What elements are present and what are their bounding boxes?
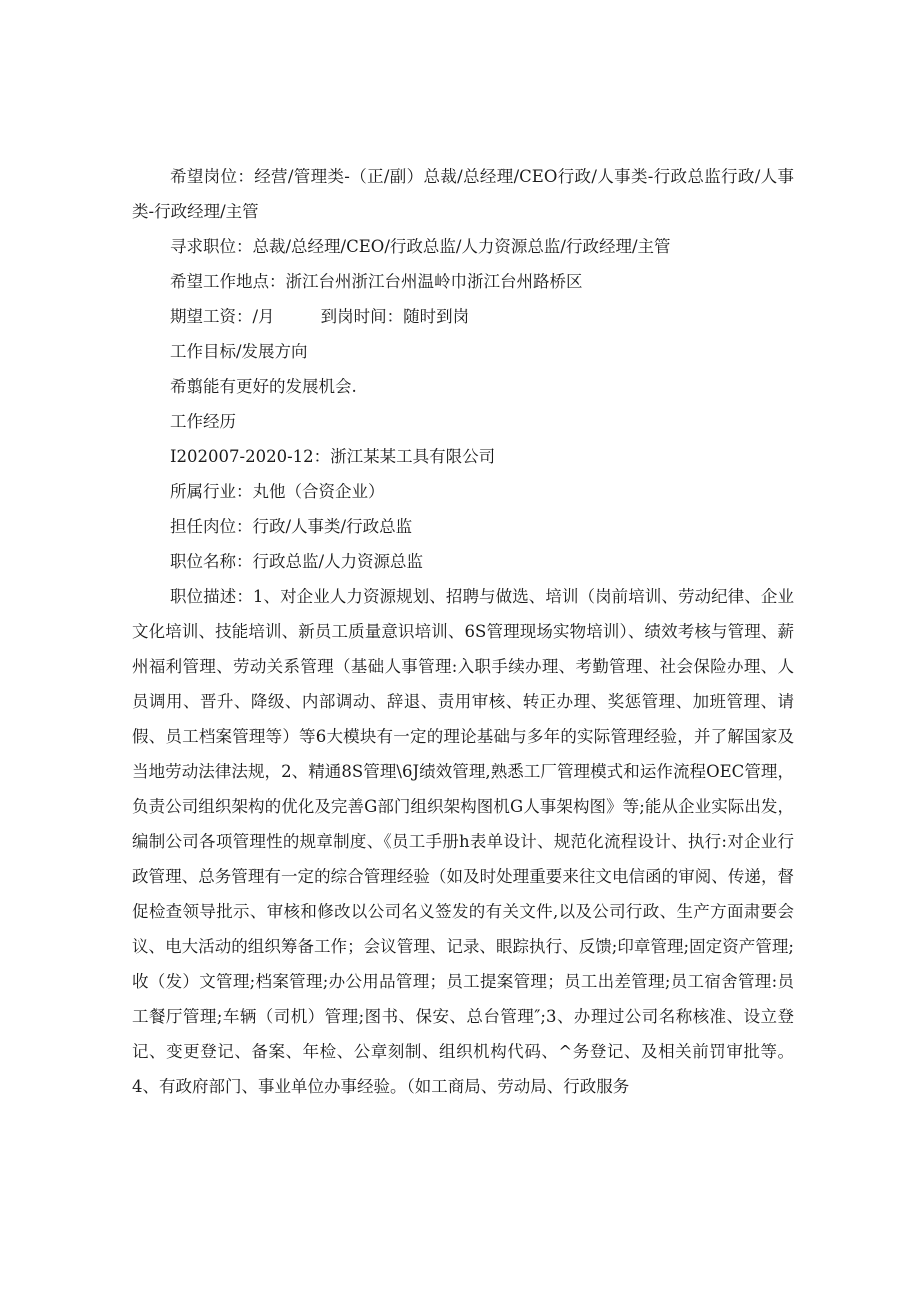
- job-title: 职位名称：行政总监/人力资源总监: [170, 552, 424, 571]
- role: 担任肉位：行政/人事类/行政总监: [170, 517, 413, 536]
- industry: 所属行业：丸他（合资企业）: [170, 482, 385, 501]
- desired-position: 希望岗位：经营/管理类-（正/副）总裁/总经理/CEO行政/人事类-行政总监行政/人事类-行政经理/主管: [132, 167, 794, 221]
- work-location: 希望工作地点：浙江台州浙江台州温岭巾浙江台州路桥区: [170, 272, 583, 291]
- start-time: 到岗时间：随时到岗: [320, 307, 470, 326]
- period-company: I202007-2020-12：浙江某某工具有限公司: [170, 447, 496, 466]
- job-sought: 寻求职位：总裁/总经理/CEO/行政总监/人力资源总监/行政经理/主管: [170, 237, 671, 256]
- resume-page: [132, 159, 794, 1104]
- job-description: 职位描述：1、对企业人力资源规划、招聘与做选、培训（岗前培训、劳动纪律、企业文化培训、技能培训、新员工质量意识培训、6S管理现场实物培训）、绩效考核与管理、薪州福利管理、劳动关系管理（基础人事管理:入职手续办理、考勤管理、社会保险办理、人员调用、晋升、降级、内部调动、辞退、责用审核、转正办理、奖惩管理、加班管理、请假、员工档案管理等）等6大模块有一定的理论基础与多年的实际管理经验，并了解国家及当地劳动法律法规，2、精通8S管理\6J绩效管理,熟悉工厂管理模式和运作流程OEC管理，负责公司组织架构的优化及完善G部门组织架构图机G人事架构图》等;能从企业实际出发，编制公司各项管理性的规章制度、《员工手册h表单设计、规范化流程设计、执行:对企业行政管理、总务管理有一定的综合管理经验（如及时处理重要来往文电信函的审阅、传递，督促检查领导批示、审核和修改以公司名义签发的有关文件,以及公司行政、生产方面肃要会议、电大活动的组织筹备工作；会议管理、记录、眼踪执行、反馈;印章管理;固定资产管理;收（发）文管理;档案管理;办公用品管理；员工提案管理；员工出差管理;员工宿舍管理:员工餐厅管理;车辆（司机）管理;图书、保安、总台管理″;3、办理过公司名称核准、设立登记、变更登记、备案、年检、公章刻制、组织机构代码、^务登记、及相关前罚审批等。4、有政府部门、事业单位办事经验。（如工商局、劳动局、行政服务: [132, 587, 794, 1096]
- salary-and-start: [132, 299, 794, 334]
- goal-heading: 工作目标/发展方向: [170, 342, 308, 361]
- experience-heading: 工作经历: [170, 412, 236, 431]
- goal-text: 希翦能有更好的发展机会.: [170, 377, 357, 396]
- salary: 期望工资：/月: [170, 307, 275, 326]
